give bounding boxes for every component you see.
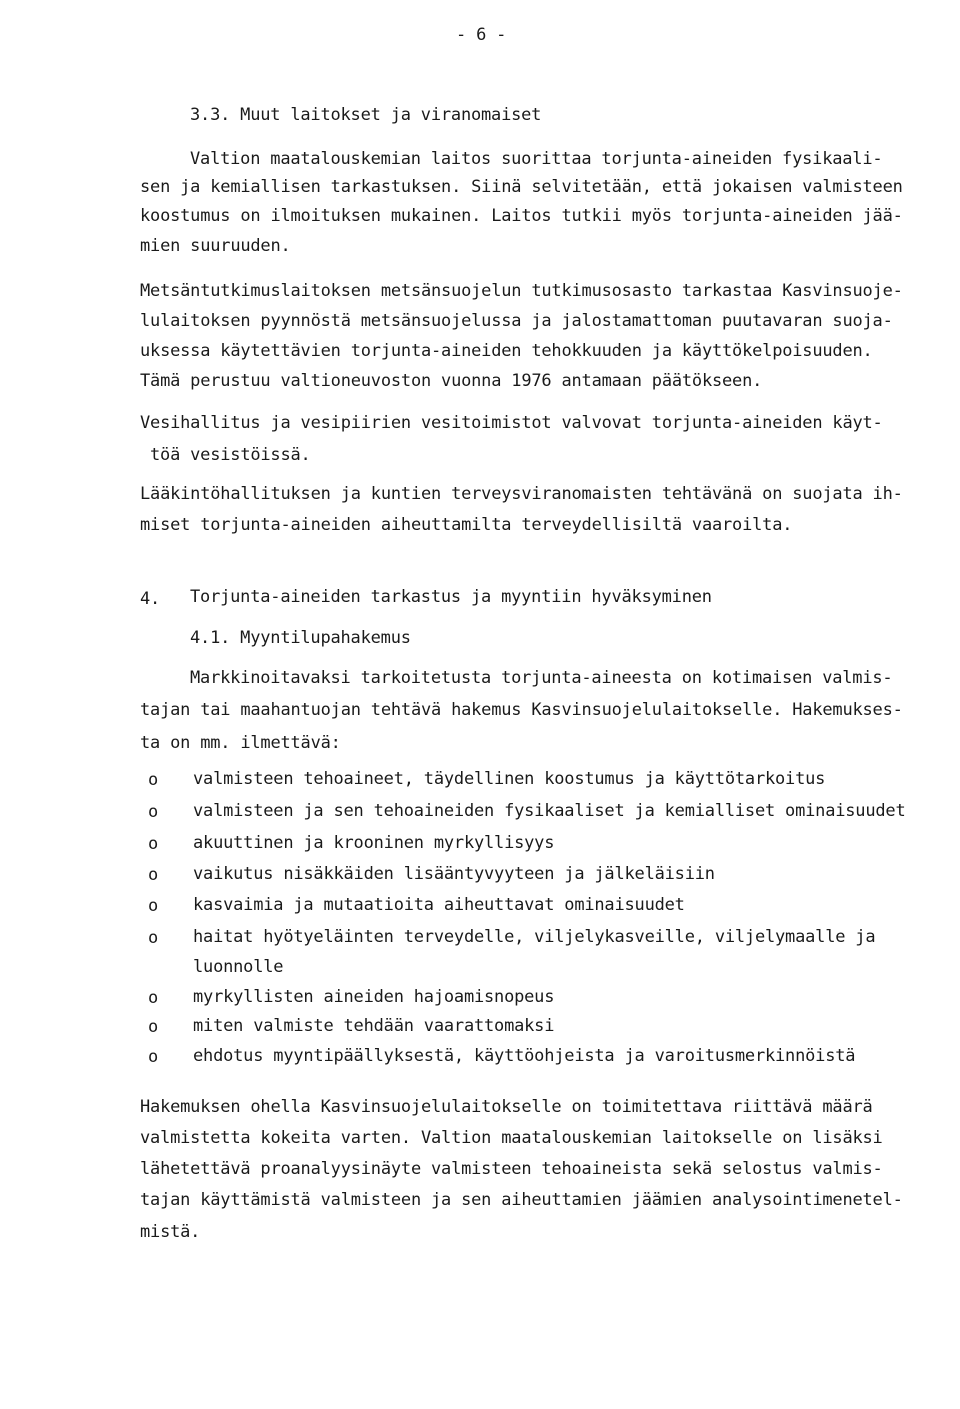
list-item-text: kasvaimia ja mutaatioita aiheuttavat ominaisuudet [193, 895, 685, 915]
list-item-text: ehdotus myyntipäällyksestä, käyttöohjeista ja varoitusmerkinnöistä [193, 1046, 856, 1066]
section-3-3-heading: 3.3. Muut laitokset ja viranomaiset [190, 105, 542, 125]
text-line: sen ja kemiallisen tarkastuksen. Siinä selvitetään, että jokaisen valmisteen [140, 177, 903, 197]
text-line: ta on mm. ilmettävä: [140, 733, 341, 753]
text-line: Lääkintöhallituksen ja kuntien terveysviranomaisten tehtävänä on suojata ih- [140, 484, 903, 504]
text-line: tajan tai maahantuojan tehtävä hakemus Kasvinsuojelulaitokselle. Hakemukses- [140, 700, 903, 720]
text-line: Metsäntutkimuslaitoksen metsänsuojelun tutkimusosasto tarkastaa Kasvinsuoje- [140, 281, 903, 301]
text-line: tajan käyttämistä valmisteen ja sen aiheuttamien jäämien analysointimenetel- [140, 1190, 903, 1210]
page-number: - 6 - [456, 25, 507, 45]
text-line: mistä. [140, 1222, 201, 1242]
bullet-marker: o [148, 770, 159, 790]
text-line: mien suuruuden. [140, 236, 291, 256]
section-4-1-heading: 4.1. Myyntilupahakemus [190, 628, 411, 648]
list-item-text: vaikutus nisäkkäiden lisääntyvyyteen ja jälkeläisiin [193, 864, 715, 884]
text-line: lähetettävä proanalyysinäyte valmisteen tehoaineista sekä selostus valmis- [140, 1159, 883, 1179]
list-item-text: valmisteen tehoaineet, täydellinen koostumus ja käyttötarkoitus [193, 769, 826, 789]
list-item-text: haitat hyötyeläinten terveydelle, viljelykasveille, viljelymaalle ja [193, 927, 876, 947]
text-line: töä vesistöissä. [150, 445, 311, 465]
bullet-marker: o [148, 1047, 159, 1067]
text-line: koostumus on ilmoituksen mukainen. Laitos tutkii myös torjunta-aineiden jää- [140, 206, 903, 226]
text-line: miset torjunta-aineiden aiheuttamilta terveydellisiltä vaaroilta. [140, 515, 793, 535]
text-line: valmistetta kokeita varten. Valtion maatalouskemian laitokselle on lisäksi [140, 1128, 883, 1148]
section-4-number: 4. [140, 589, 161, 609]
list-item-text: myrkyllisten aineiden hajoamisnopeus [193, 987, 555, 1007]
list-item-text: akuuttinen ja krooninen myrkyllisyys [193, 833, 555, 853]
text-line: Vesihallitus ja vesipiirien vesitoimistot valvovat torjunta-aineiden käyt- [140, 413, 883, 433]
bullet-marker: o [148, 896, 159, 916]
list-item-text: valmisteen ja sen tehoaineiden fysikaaliset ja kemialliset ominaisuudet [193, 801, 906, 821]
text-line: lulaitoksen pyynnöstä metsänsuojelussa ja jalostamattoman puutavaran suoja- [140, 311, 893, 331]
text-line: Hakemuksen ohella Kasvinsuojelulaitokselle on toimitettava riittävä määrä [140, 1097, 873, 1117]
text-line: Markkinoitavaksi tarkoitetusta torjunta-aineesta on kotimaisen valmis- [190, 668, 893, 688]
text-line: Valtion maatalouskemian laitos suorittaa torjunta-aineiden fysikaali- [190, 149, 883, 169]
bullet-marker: o [148, 802, 159, 822]
text-line: Tämä perustuu valtioneuvoston vuonna 1976 antamaan päätökseen. [140, 371, 763, 391]
bullet-marker: o [148, 988, 159, 1008]
bullet-marker: o [148, 1017, 159, 1037]
list-item-text: miten valmiste tehdään vaarattomaksi [193, 1016, 555, 1036]
bullet-marker: o [148, 865, 159, 885]
text-line: uksessa käytettävien torjunta-aineiden tehokkuuden ja käyttökelpoisuuden. [140, 341, 873, 361]
bullet-marker: o [148, 928, 159, 948]
section-4-heading: Torjunta-aineiden tarkastus ja myyntiin hyväksyminen [190, 587, 712, 607]
list-item-text: luonnolle [193, 957, 284, 977]
bullet-marker: o [148, 834, 159, 854]
